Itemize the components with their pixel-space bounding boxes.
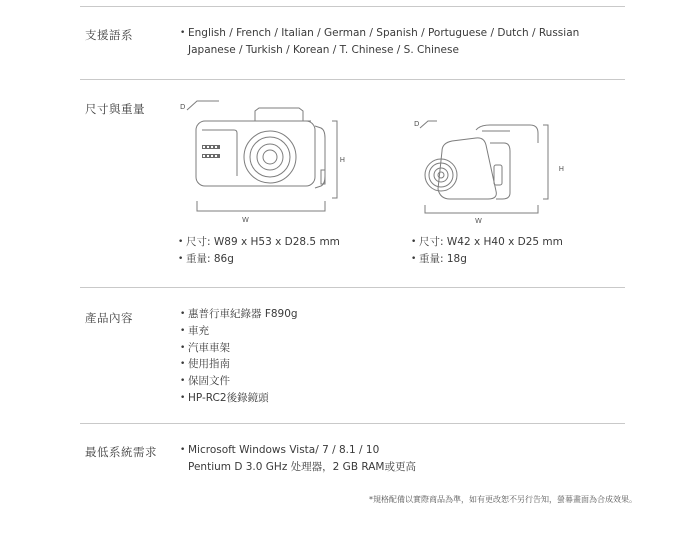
divider-dimensions: [80, 287, 625, 288]
languages-list: [180, 25, 579, 59]
requirements-line: Pentium D 3.0 GHz 处理器，2 GB RAM或更高: [188, 460, 416, 473]
rear-camera-diagram: [410, 113, 570, 230]
list-item: • 保固文件: [180, 373, 298, 390]
requirements-line: • Microsoft Windows Vista/ 7 / 8.1 / 10: [180, 442, 416, 459]
front-weight-spec: • 重量: 86g: [178, 251, 340, 268]
package-list: [180, 306, 298, 407]
front-h-label: H: [339, 156, 345, 164]
requirements-list: [180, 442, 416, 476]
list-item: • 汽車車架: [180, 340, 298, 357]
rear-w-label: W: [475, 217, 482, 225]
list-item: • 使用指南: [180, 356, 298, 373]
front-d-label: D: [180, 103, 186, 111]
list-item: • HP-RC2後錄鏡頭: [180, 390, 298, 407]
languages-label: 支援語系: [85, 28, 133, 42]
list-item: • 惠普行車紀錄器 F890g: [180, 306, 298, 323]
package-label: 產品內容: [85, 311, 133, 325]
front-w-label: W: [242, 216, 249, 224]
rear-size-spec: • 尺寸: W42 x H40 x D25 mm: [411, 234, 563, 251]
requirements-label: 最低系統需求: [85, 445, 157, 459]
rear-d-label: D: [414, 120, 420, 128]
languages-line: Japanese / Turkish / Korean / T. Chinese / S. Chinese: [188, 43, 459, 56]
rear-h-label: H: [558, 165, 564, 173]
rear-camera-specs: [411, 234, 563, 268]
disclaimer-note: *規格配備以實際商品為準，如有更改恕不另行告知，螢幕畫面為合成效果。: [369, 495, 637, 504]
front-camera-specs: [178, 234, 340, 268]
front-size-spec: • 尺寸: W89 x H53 x D28.5 mm: [178, 234, 340, 251]
languages-line: • English / French / Italian / German / Spanish / Portuguese / Dutch / Russian: [180, 25, 579, 42]
divider-package: [80, 423, 625, 424]
list-item: • 車充: [180, 323, 298, 340]
top-divider: [80, 6, 625, 7]
front-camera-diagram: [175, 98, 345, 230]
rear-weight-spec: • 重量: 18g: [411, 251, 563, 268]
dimensions-label: 尺寸與重量: [85, 102, 145, 116]
divider-languages: [80, 79, 625, 80]
